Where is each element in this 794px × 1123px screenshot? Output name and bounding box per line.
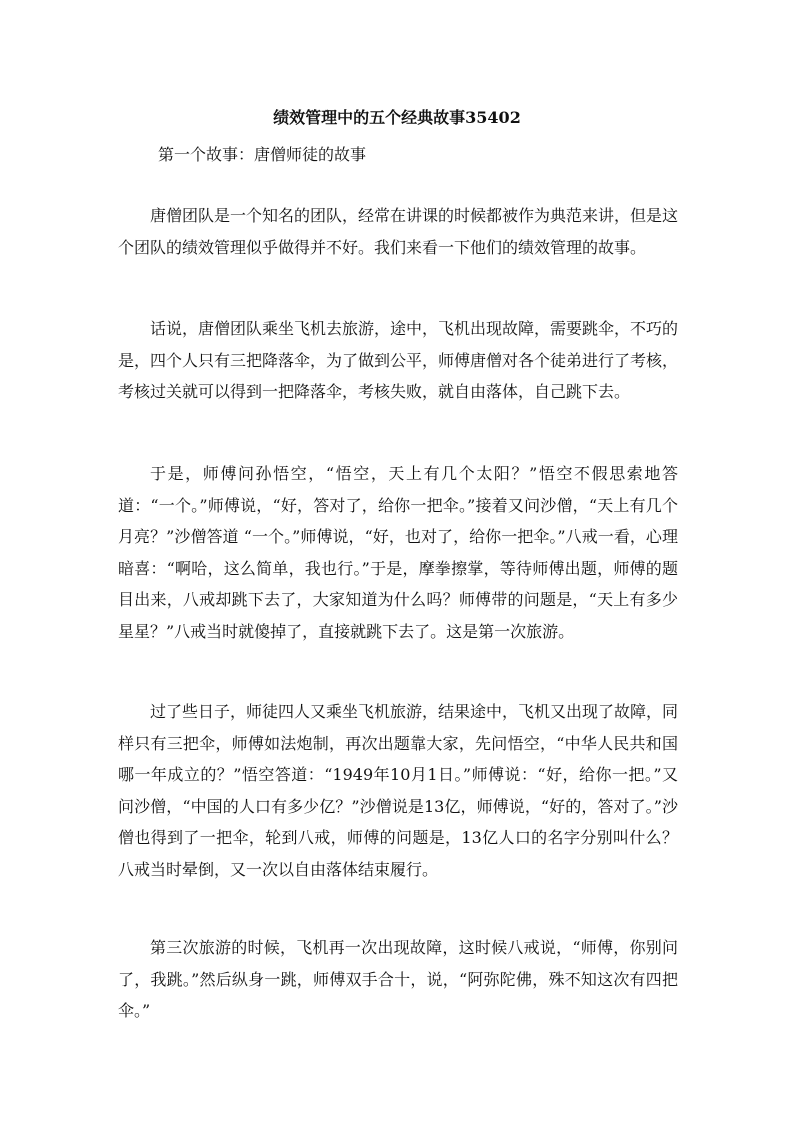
paragraph-first-trip: 于是，师傅问孙悟空，“悟空，天上有几个太阳？”悟空不假思索地答道：“一个。”师傅说，“好，答对了，给你一把伞。”接着又问沙僧，“天上有几个月亮？”沙僧答道 “一个。”师傅说，“好，也对了，给你一把伞。”八戒一看，心理暗喜：“啊哈，这么简单，我也行。”于是，摩拳擦掌，等待师傅出题，师傅的题目出来，八戒却跳下去了，大家知道为什么吗？师傅带的问题是，“天上有多少星星？”八戒当时就傻掉了，直接就跳下去了。这是第一次旅游。 [118,464,678,641]
section-heading: 第一个故事：唐僧师徒的故事 [158,145,367,164]
paragraph-setup: 话说，唐僧团队乘坐飞机去旅游，途中，飞机出现故障，需要跳伞，不巧的是，四个人只有三把降落伞，为了做到公平，师傅唐僧对各个徒弟进行了考核，考核过关就可以得到一把降落伞，考核失败，就自由落体，自己跳下去。 [118,319,679,401]
paragraph-third-trip: 第三次旅游的时候，飞机再一次出现故障，这时候八戒说，“师傅，你别问了，我跳。”然后纵身一跳，师傅双手合十，说，“阿弥陀佛，殊不知这次有四把伞。” [118,938,678,1020]
paragraph-second-trip: 过了些日子，师徒四人又乘坐飞机旅游，结果途中，飞机又出现了故障，同样只有三把伞，师傅如法炮制，再次出题靠大家，先问悟空，“中华人民共和国哪一年成立的？”悟空答道：“1949年10月1日。”师傅说：“好，给你一把。”又问沙僧，“中国的人口有多少亿？”沙僧说是13亿，师傅说，“好的，答对了。”沙僧也得到了一把伞，轮到八戒，师傅的问题是，13亿人口的名字分别叫什么？八戒当时晕倒，又一次以自由落体结束履行。 [118,702,679,879]
document-title: 绩效管理中的五个经典故事35402 [273,108,521,127]
paragraph-intro: 唐僧团队是一个知名的团队，经常在讲课的时候都被作为典范来讲，但是这个团队的绩效管理似乎做得并不好。我们来看一下他们的绩效管理的故事。 [118,206,679,257]
